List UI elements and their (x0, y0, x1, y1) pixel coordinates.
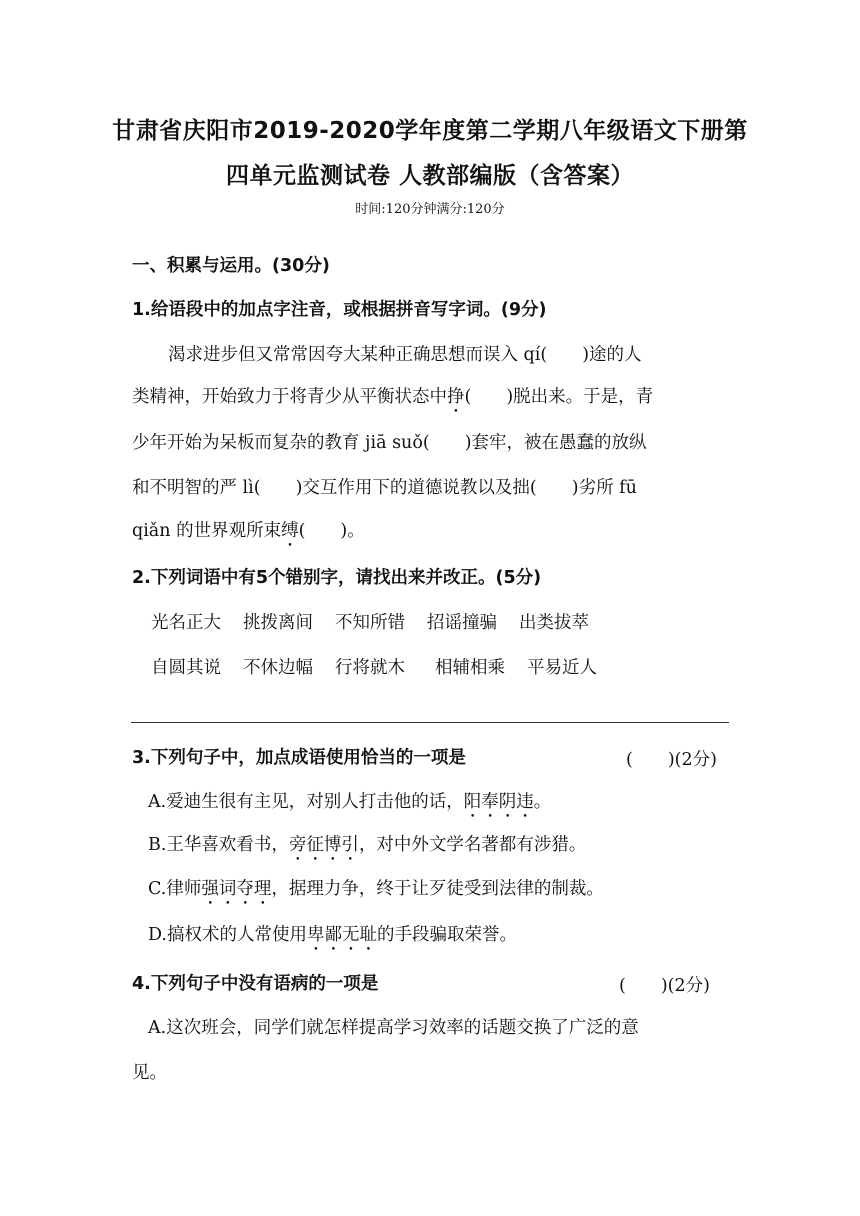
q4-score: ( )(2分) (619, 976, 710, 996)
q3-b-idiom: 旁征博引 (288, 835, 359, 855)
q2-word: 相辅相乘 (435, 658, 505, 678)
question-1-title: 1.给语段中的加点字注音，或根据拼音写字词。(9分) (132, 300, 547, 320)
q3-d-end: 的手段骗取荣誉。 (376, 925, 517, 945)
q3-a-idiom: 阳奉阴违 (463, 792, 534, 812)
q1-line-5-text-b: ( )。 (298, 521, 365, 541)
exam-info: 时间:120分钟满分:120分 (355, 202, 505, 217)
q4-option-a-line-1: A.这次班会，同学们就怎样提高学习效率的话题交换了广泛的意 (148, 1018, 639, 1038)
q3-a-end: 。 (533, 792, 552, 812)
q2-word: 不知所错 (335, 613, 405, 633)
q1-line-4: 和不明智的严 lì( )交互作用下的道德说教以及拙( )劣所 fū (132, 478, 637, 498)
title-line-1: 甘肃省庆阳市2019-2020学年度第二学期八年级语文下册第 (112, 118, 748, 144)
answer-line (131, 722, 729, 723)
q3-a-text: A.爱迪生很有主见，对别人打击他的话， (148, 792, 464, 812)
q1-line-2 (132, 385, 653, 417)
q2-word: 自圆其说 (151, 658, 221, 678)
q2-word: 行将就木 (335, 658, 405, 678)
q1-line-5-text-a: qiǎn 的世界观所束 (132, 521, 282, 541)
q2-word: 招谣撞骗 (427, 613, 497, 633)
q2-word: 不休边幅 (243, 658, 313, 678)
q1-line-1: 渴求进步但又常常因夸大某种正确思想而误入 qí( )途的人 (168, 345, 642, 365)
section-heading: 一、积累与运用。(30分) (132, 256, 330, 276)
q3-b-text: B.王华喜欢看书， (148, 835, 289, 855)
q1-line-3: 少年开始为呆板而复杂的教育 jiā suǒ( )套牢，被在愚蠢的放纵 (132, 433, 647, 453)
q2-word: 挑拨离间 (243, 613, 313, 633)
q4-option-a-line-2: 见。 (132, 1063, 167, 1083)
q1-dotted-char-2: 缚 (281, 521, 299, 541)
question-2-title: 2.下列词语中有5个错别字，请找出来并改正。(5分) (132, 568, 542, 588)
q3-d-idiom: 卑鄙无耻 (306, 925, 377, 945)
q3-d-text: D.搞权术的人常使用 (148, 925, 307, 945)
q2-word: 出类拔萃 (519, 613, 589, 633)
q2-word: 光名正大 (151, 613, 221, 633)
q3-c-idiom: 强词夺理 (201, 879, 272, 899)
q3-c-text: C.律师 (148, 879, 202, 899)
q1-line-2-text-a: 类精神，开始致力于将青少从平衡状态中 (132, 387, 447, 407)
q3-option-a (148, 790, 551, 822)
q3-option-c (148, 877, 604, 909)
q2-word-row-2 (151, 656, 619, 680)
q2-word-row-1 (151, 611, 611, 635)
q3-score: ( )(2分) (626, 750, 717, 770)
q3-b-end: ，对中外文学名著都有涉猎。 (358, 835, 587, 855)
q1-dotted-char-1: 挣 (447, 387, 465, 407)
q3-option-d (148, 923, 517, 955)
question-3-title: 3.下列句子中，加点成语使用恰当的一项是 (132, 748, 466, 768)
title-line-2: 四单元监测试卷 人教部编版（含答案） (225, 163, 634, 189)
question-4-title: 4.下列句子中没有语病的一项是 (132, 974, 379, 994)
q3-c-end: ，据理力争，终于让歹徒受到法律的制裁。 (271, 879, 604, 899)
q1-line-5 (132, 519, 365, 551)
q2-word: 平易近人 (527, 658, 597, 678)
q1-line-2-text-b: ( )脱出来。于是，青 (464, 387, 654, 407)
q3-option-b (148, 833, 586, 865)
